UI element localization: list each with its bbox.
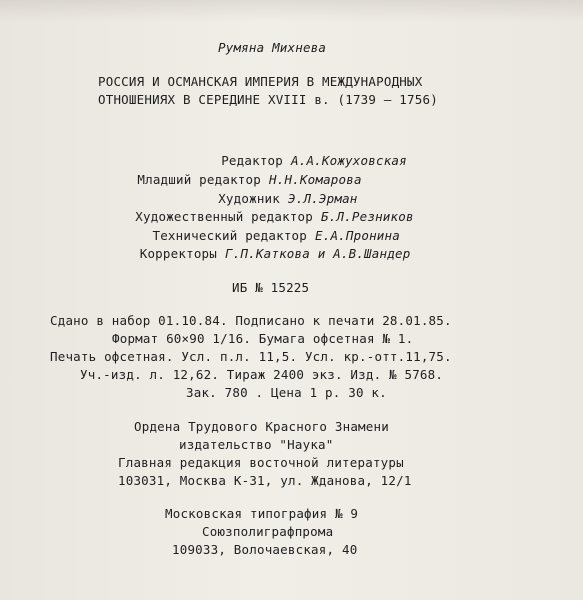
publisher-line: Ордена Трудового Красного Знамени [134, 419, 389, 434]
print-info-line: Зак. 780 . Цена 1 р. 30 к. [186, 385, 387, 400]
publisher-line: издательство "Наука" [179, 437, 334, 452]
printer-line: Союзполиграфпрома [202, 524, 334, 539]
credit-name: Б.Л.Резников [321, 209, 414, 224]
printer-line: 109033, Волочаевская, 40 [172, 542, 358, 557]
credit-role: Художник [218, 191, 280, 206]
credit-role: Художественный редактор [135, 209, 313, 224]
ib-number: ИБ № 15225 [232, 280, 310, 295]
credit-name: Э.Л.Эрман [288, 191, 358, 206]
publisher-line: Главная редакция восточной литературы [118, 455, 404, 470]
book-title-line-1: РОССИЯ И ОСМАНСКАЯ ИМПЕРИЯ В МЕЖДУНАРОДНЫХ [98, 74, 423, 89]
credit-role: Редактор [221, 153, 283, 168]
printer-line: Московская типография № 9 [165, 506, 359, 521]
credit-name: Е.А.Пронина [315, 228, 400, 243]
credit-name: Г.П.Каткова и А.В.Шандер [225, 246, 411, 261]
show-through-shadow [0, 0, 583, 22]
book-title-line-2: ОТНОШЕНИЯХ В СЕРЕДИНЕ XVIII в. (1739 — 1756) [98, 92, 438, 107]
author-name: Румяна Михнева [218, 40, 327, 55]
print-info-line: Сдано в набор 01.10.84. Подписано к печати 28.01.85. [50, 313, 452, 328]
publisher-line: 103031, Москва К-31, ул. Жданова, 12/1 [118, 473, 412, 488]
print-info-line: Уч.-изд. л. 12,62. Тираж 2400 экз. Изд. № 5768. [80, 367, 444, 382]
credit-role: Технический редактор [152, 228, 307, 243]
credit-role: Младший редактор [137, 172, 261, 187]
credit-role: Корректоры [139, 246, 217, 261]
print-info-line: Формат 60×90 1/16. Бумага офсетная № 1. [112, 331, 414, 346]
credit-name: А.А.Кожуховская [291, 153, 407, 168]
print-info-line: Печать офсетная. Усл. п.л. 11,5. Усл. кр.-отт.11,75. [50, 349, 452, 364]
credit-name: Н.Н.Комарова [269, 172, 362, 187]
